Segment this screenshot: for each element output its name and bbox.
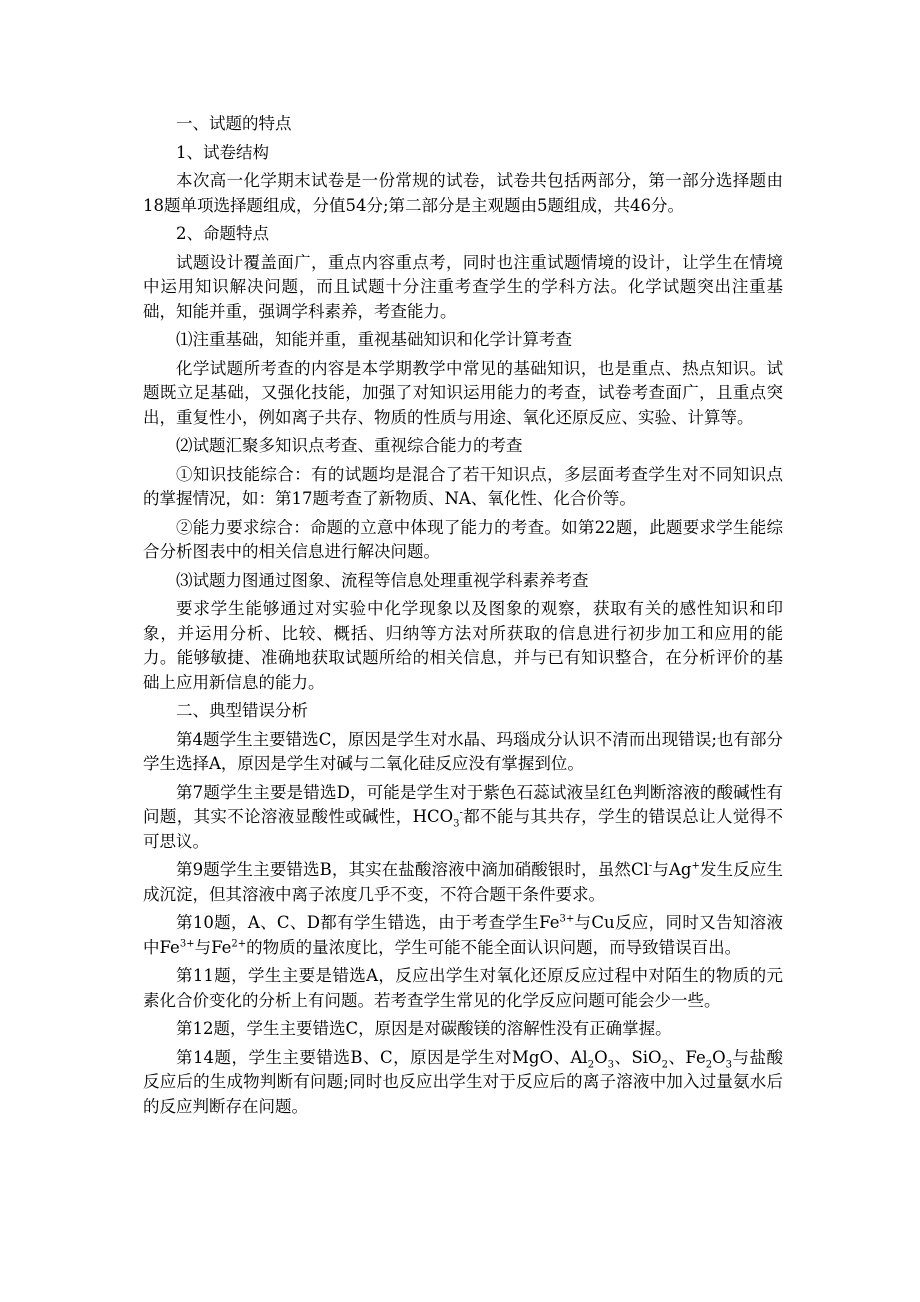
q9-superscript-2: + bbox=[691, 860, 700, 872]
q10-text-d: 的物质的量浓度比，学生可能不能全面认识问题，而导致错误百出。 bbox=[246, 937, 742, 957]
question-14-analysis bbox=[143, 1046, 783, 1120]
subsection-1-1-text: 本次高一化学期末试卷是一份常规的试卷，试卷共包括两部分，第一部分选择题由18题单项选择题组成，分值54分;第二部分是主观题由5题组成，共46分。 bbox=[143, 171, 783, 215]
section-2-title: 二、典型错误分析 bbox=[176, 701, 308, 720]
point-3-text: 要求学生能够通过对实验中化学现象以及图象的观察，获取有关的感性知识和印象，并运用分析、比较、概括、归纳等方法对所获取的信息进行初步加工和应用的能力。能够敏捷、准确地获取试题所给的相关信息，并与已有知识整合，在分析评价的基础上应用新信息的能力。 bbox=[143, 599, 783, 692]
q14-subscript-1: 2 bbox=[587, 1058, 595, 1070]
q14-text-f: 与盐酸反应后的生成物判断有问题;同时也反应出学生对于反应后的离子溶液中加入过量氨水后的反应判断存在问题。 bbox=[143, 1047, 784, 1116]
point-1-title: ⑴注重基础，知能并重，重视基础知识和化学计算考查 bbox=[176, 330, 572, 349]
q14-text-e: O bbox=[712, 1047, 726, 1067]
q10-text-b: 与Cu反应，同时又告知溶液中Fe bbox=[143, 913, 783, 957]
point-2-item-a: ①知识技能综合：有的试题均是混合了若干知识点，多层面考查学生对不同知识点的掌握情况，如：第17题考查了新物质、NA、氧化性、化合价等。 bbox=[143, 464, 783, 508]
q14-subscript-2: 3 bbox=[607, 1058, 614, 1070]
point-2-title: ⑵试题汇聚多知识点考查、重视综合能力的考查 bbox=[176, 436, 523, 455]
q9-text-c: 发生反应生成沉淀，但其溶液中离子浓度几乎不变，不符合题干条件要求。 bbox=[143, 860, 783, 904]
q9-text-a: 第9题学生主要错选B，其实在盐酸溶液中滴加硝酸银时，虽然Cl bbox=[176, 860, 649, 879]
question-4-analysis: 第4题学生主要错选C，原因是学生对水晶、玛瑙成分认识不清而出现错误;也有部分学生选择A，原因是学生对碱与二氧化硅反应没有掌握到位。 bbox=[143, 729, 783, 773]
q7-text-a: 第7题学生主要是错选D，可能是学生对于紫色石蕊试液呈红色判断溶液的酸碱性有问题，其实不论溶液显酸性或碱性，HCO bbox=[143, 782, 783, 826]
point-1-text: 化学试题所考查的内容是本学期教学中常见的基础知识，也是重点、热点知识。试题既立足基础，又强化技能，加强了对知识运用能力的考查，试卷考查面广，且重点突出，重复性小，例如离子共存、物质的性质与用途、氧化还原反应、实验、计算等。 bbox=[143, 358, 783, 427]
q10-text-a: 第10题，A、C、D都有学生错选，由于考查学生Fe bbox=[176, 913, 560, 932]
q7-superscript: - bbox=[459, 807, 463, 819]
document-body bbox=[143, 112, 783, 1123]
q10-superscript-1: 3+ bbox=[559, 913, 575, 925]
q9-text-b: 与Ag bbox=[652, 860, 692, 879]
q7-text-b: 都不能与其共存，学生的错误总让人觉得不可思议。 bbox=[143, 807, 784, 851]
subsection-1-2-text: 试题设计覆盖面广，重点内容重点考，同时也注重试题情境的设计，让学生在情境中运用知识解决问题，而且试题十分注重考查学生的学科方法。化学试题突出注重基础，知能并重，强调学科素养，考查能力。 bbox=[143, 252, 783, 321]
point-2-item-b: ②能力要求综合：命题的立意中体现了能力的考查。如第22题，此题要求学生能综合分析图表中的相关信息进行解决问题。 bbox=[143, 517, 783, 561]
q14-subscript-5: 3 bbox=[725, 1058, 733, 1070]
question-9-analysis bbox=[143, 858, 783, 907]
q14-text-a: 第14题，学生主要错选B、C，原因是学生对MgO、Al bbox=[176, 1047, 588, 1067]
subsection-1-1-title: 1、试卷结构 bbox=[176, 142, 269, 162]
question-11-analysis: 第11题，学生主要是错选A，反应出学生对氧化还原反应过程中对陌生的物质的元素化合价变化的分析上有问题。若考查学生常见的化学反应问题可能会少一些。 bbox=[143, 966, 783, 1010]
q14-subscript-3: 2 bbox=[661, 1058, 668, 1070]
q14-subscript-4: 2 bbox=[705, 1058, 713, 1070]
question-10-analysis bbox=[143, 911, 783, 960]
q7-subscript: 3 bbox=[453, 818, 460, 830]
q9-superscript-1: - bbox=[648, 860, 653, 872]
subsection-1-2-title: 2、命题特点 bbox=[176, 224, 269, 243]
q10-text-c: 与Fe bbox=[194, 937, 232, 957]
point-3-title: ⑶试题力图通过图象、流程等信息处理重视学科素养考查 bbox=[176, 570, 589, 590]
q10-superscript-2: 3+ bbox=[179, 938, 195, 949]
q14-text-b: O bbox=[594, 1047, 608, 1067]
question-7-analysis bbox=[143, 781, 783, 855]
question-12-analysis: 第12题，学生主要错选C，原因是对碳酸镁的溶解性没有正确掌握。 bbox=[176, 1019, 672, 1038]
q14-text-c: 、SiO bbox=[613, 1047, 662, 1067]
q14-text-d: 、Fe bbox=[667, 1047, 706, 1067]
section-1-title: 一、试题的特点 bbox=[176, 114, 292, 133]
q10-superscript-3: 2+ bbox=[231, 938, 247, 949]
